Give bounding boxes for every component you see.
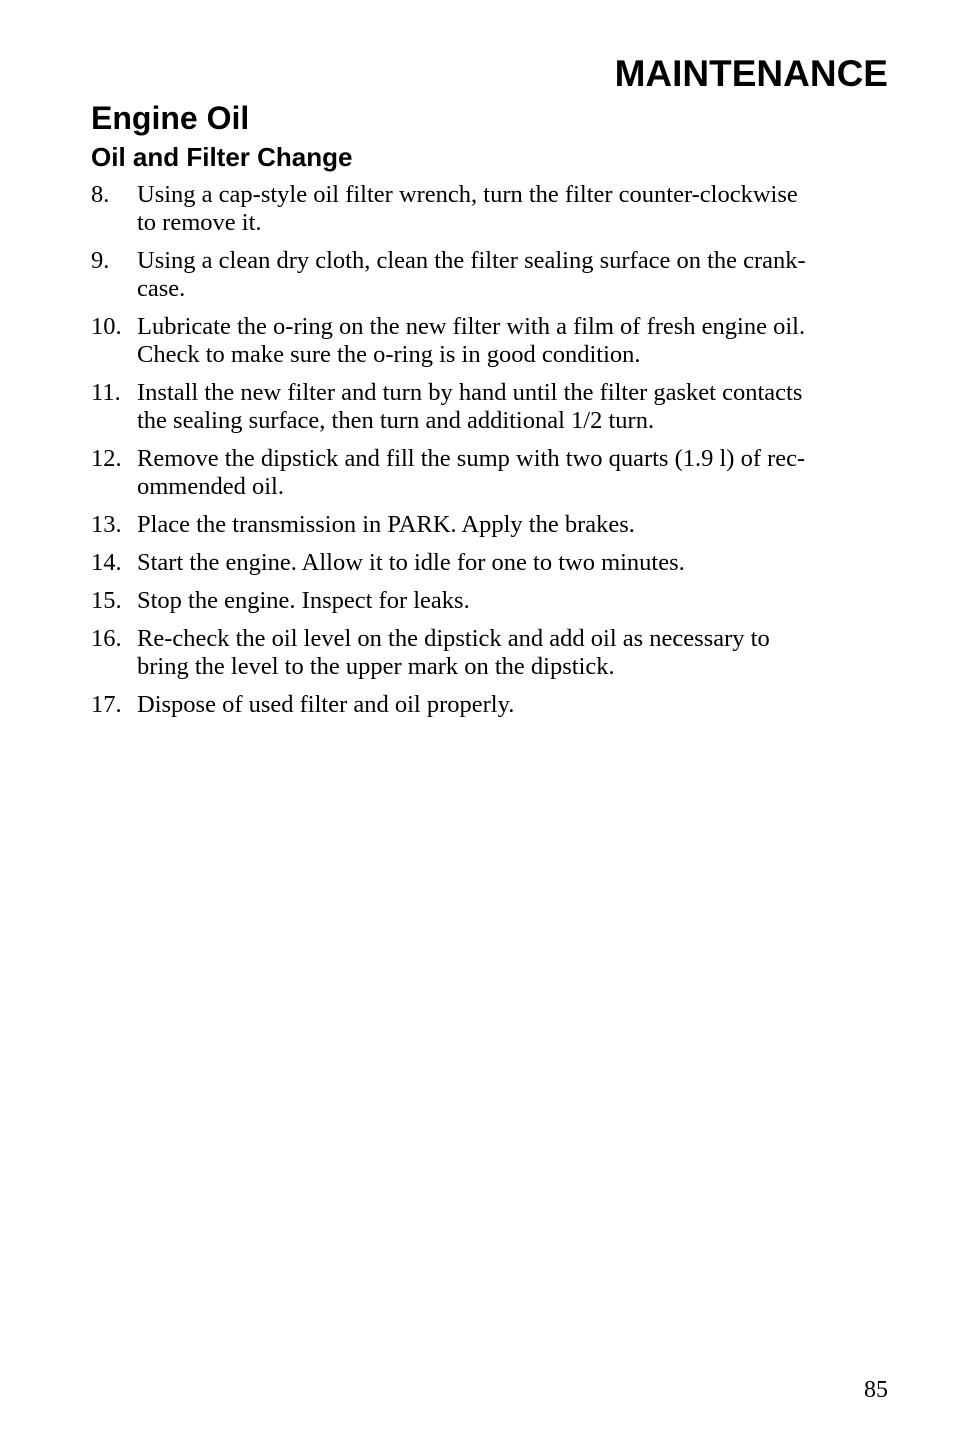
procedure-step: [91, 379, 891, 435]
step-text: Remove the dipstick and fill the sump with two quarts (1.9 l) of rec- ommended oil.: [137, 445, 806, 500]
procedure-step: [91, 549, 891, 577]
step-text: Lubricate the o-ring on the new filter with a film of fresh engine oil. Check to make sure the o-ring is in good condition.: [137, 313, 806, 368]
procedure-step: [91, 691, 891, 719]
procedure-step: [91, 181, 891, 237]
page-number: 85: [864, 1377, 888, 1403]
procedure-step: [91, 587, 891, 615]
procedure-step: [91, 511, 891, 539]
section-subtitle: Oil and Filter Change: [91, 142, 353, 172]
step-text: Start the engine. Allow it to idle for one to two minutes.: [137, 549, 685, 576]
step-text: Using a cap-style oil filter wrench, turn the filter counter-clockwise to remove it.: [137, 181, 798, 236]
step-number: 15.: [91, 587, 122, 614]
step-text: Dispose of used filter and oil properly.: [137, 691, 515, 718]
step-text: Place the transmission in PARK. Apply the brakes.: [137, 511, 635, 538]
step-number: 8.: [91, 181, 110, 208]
procedure-step: [91, 247, 891, 303]
step-text: Stop the engine. Inspect for leaks.: [137, 587, 470, 614]
step-text: Re-check the oil level on the dipstick and add oil as necessary to bring the level to the upper mark on the dipstick.: [137, 625, 770, 680]
step-number: 13.: [91, 511, 122, 538]
step-number: 12.: [91, 445, 122, 472]
step-text: Install the new filter and turn by hand until the filter gasket contacts the sealing surface, then turn and additional 1/2 turn.: [137, 379, 803, 434]
page-title: Engine Oil: [91, 100, 250, 136]
procedure-step: [91, 625, 891, 681]
step-number: 14.: [91, 549, 122, 576]
step-text: Using a clean dry cloth, clean the filter sealing surface on the crank- case.: [137, 247, 806, 302]
step-number: 9.: [91, 247, 110, 274]
procedure-step: [91, 313, 891, 369]
procedure-step: [91, 445, 891, 501]
step-number: 16.: [91, 625, 122, 652]
step-number: 10.: [91, 313, 122, 340]
section-header: MAINTENANCE: [614, 53, 888, 94]
step-number: 17.: [91, 691, 122, 718]
step-number: 11.: [91, 379, 121, 406]
procedure-steps-list: [91, 181, 891, 729]
